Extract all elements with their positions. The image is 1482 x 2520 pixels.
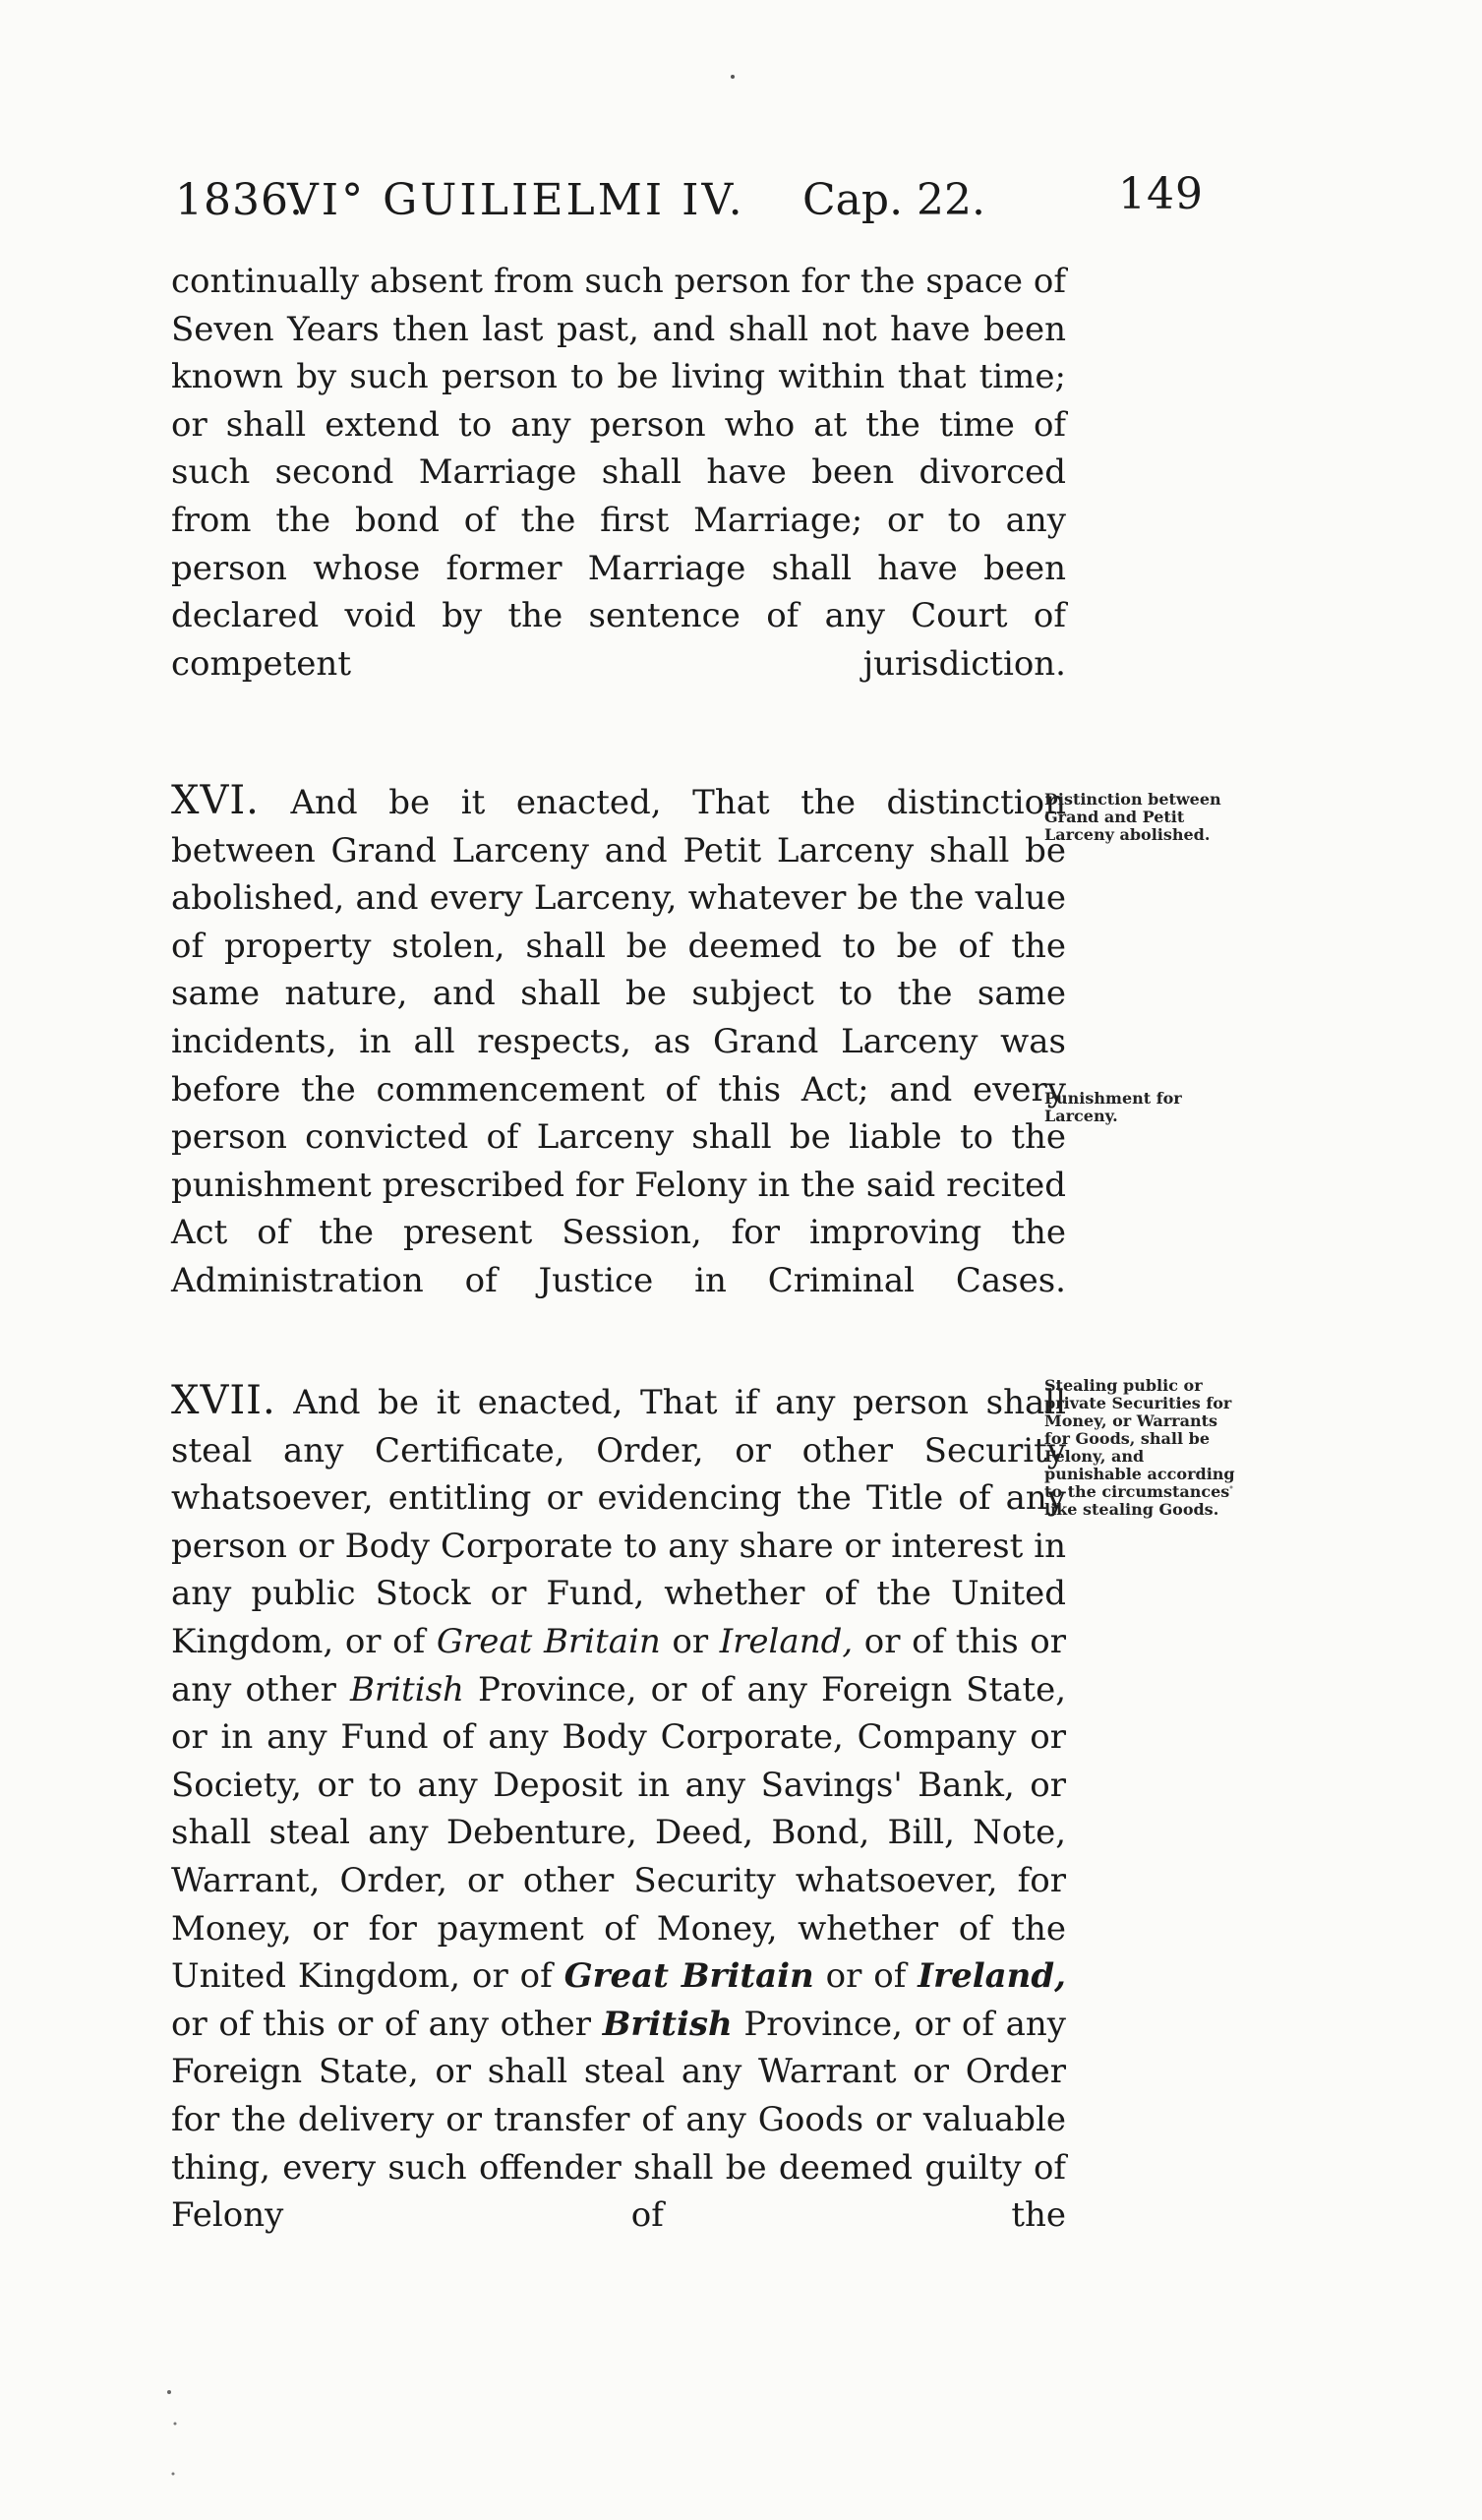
section-number: XVII. [171, 1378, 276, 1423]
section-xvii-text-6: or of this or of any other [171, 2004, 592, 2044]
marginal-note-distinction: Distinction between Grand and Petit Larceny abolished. [1044, 790, 1221, 844]
great-britain-bold-italic: Great Britain [563, 1956, 814, 1997]
section-xvi-text: And be it enacted, That the distinction between Grand Larceny and Petit Larceny shall be abolished, and every Larceny, whatever be the value of property stolen, shall be deemed to be of the same nature, and shall be subject to the same incidents, in all respects, as Grand Larceny was before the commencement of this Act; and every person convicted of Larceny shall be liable to the punishment prescribed for Felony in the said recited Act of the present Session, for improving the Administration of Justice in Criminal Cases. [171, 783, 1066, 1300]
ireland-italic: Ireland, [719, 1621, 854, 1661]
section-xvii-text-1: And be it enacted, That if any person shall steal any Certificate, Order, or other Security whatsoever, entitling or evidencing the Title of any person or Body Corporate to any share or interest in any public Stock or Fund, whether of the United Kingdom, or of [171, 1383, 1066, 1661]
british-italic: British [349, 1669, 464, 1710]
great-britain-italic: Great Britain [436, 1621, 661, 1661]
section-xvii-text-7: Province, or of any Foreign State, or shall steal any Warrant or Order for the delivery or transfer of any Goods or valuable thing, every such offender shall be deemed guilty of Felony of the [171, 2004, 1067, 2236]
section-xvii-text-4: Province, or of any Foreign State, or in any Fund of any Body Corporate, Company or Society, or to any Deposit in any Savings' Bank, or shall steal any Debenture, Deed, Bond, Bill, Note, Warrant, Order, or other Security whatsoever, for Money, or for payment of Money, whether of the United Kingdom, or of [171, 1669, 1067, 1997]
marginal-note-punishment: Punishment for Larceny. [1044, 1089, 1182, 1125]
header-chapter: Cap. 22. [802, 175, 986, 225]
header-title: VI° GUILIELMI IV. [287, 175, 745, 225]
section-xvii-text-5: or of [825, 1956, 907, 1997]
section-number: XVI. [171, 778, 260, 823]
marginal-note-stealing: Stealing public or private Securities for Money, or Warrants for Goods, shall be Felony, and punishable according to the circumstances like stealing Goods. [1044, 1376, 1235, 1519]
british-bold-italic: British [602, 2004, 733, 2044]
continuation-text: continually absent from such person for the space of Seven Years then last past, and shall not have been known by such person to be living within that time; or shall extend to any person who at the time of such second Marriage shall have been divorced from the bond of the first Marriage; or to any person whose former Marriage shall have been declared void by the sentence of any Court of competent jurisdiction. [171, 262, 1066, 684]
page-number: 149 [1118, 169, 1204, 219]
ireland-bold-italic: Ireland, [918, 1956, 1066, 1997]
section-xvii-text-3: or of this or any other [171, 1621, 1067, 1710]
section-xvii-text-2: or [672, 1621, 709, 1661]
header-year: 1836. [175, 175, 304, 225]
